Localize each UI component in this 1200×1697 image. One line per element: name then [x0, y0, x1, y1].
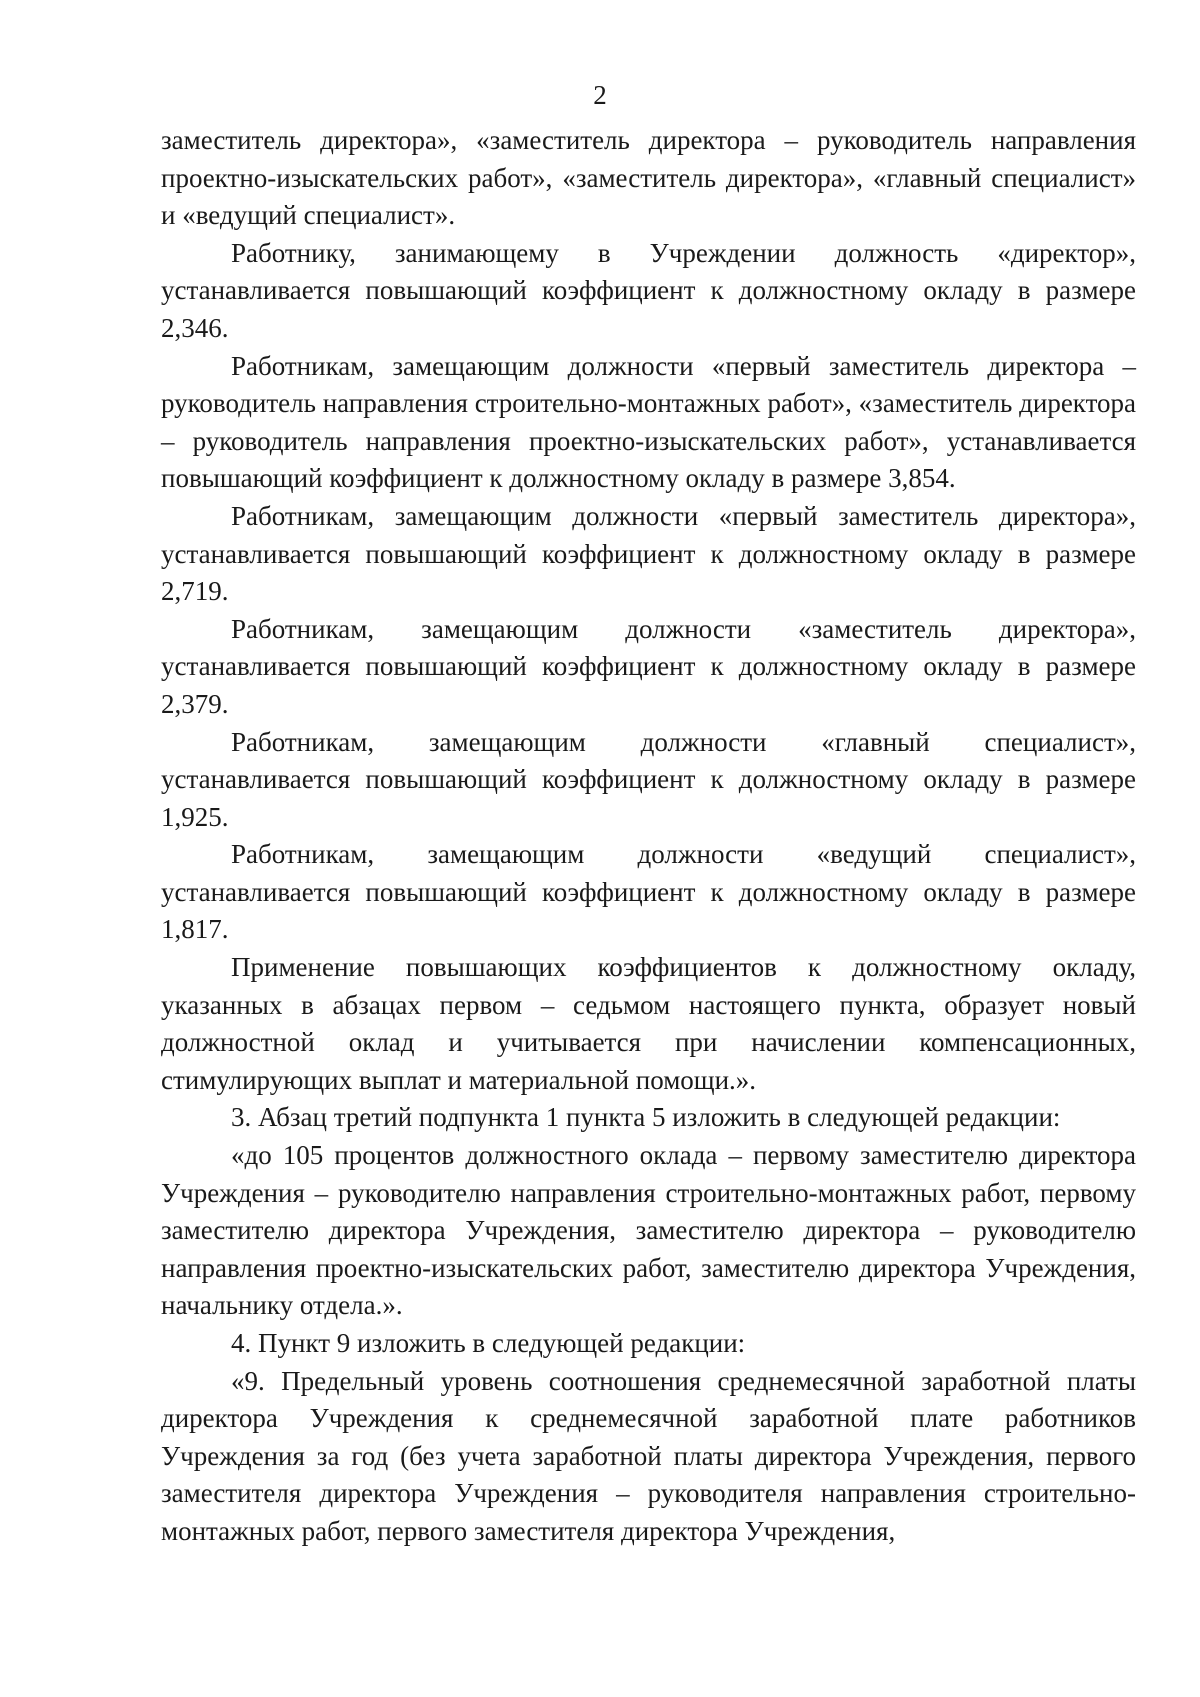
paragraph-item-3-text: «до 105 процентов должностного оклада – первому заместителю директора Учреждения – руководителю направления строительно-монтажных работ, первому заместителю директора Учреждения, заместителю директора – руководителю направления проектно-изыскательских работ, заместителю директора Учреждения, начальнику отдела.». [161, 1140, 1136, 1321]
paragraph-lead-specialist-coefficient: Работникам, замещающим должности «ведущий специалист», устанавливается повышающий коэффициент к должностному окладу в размере 1,817. [161, 839, 1136, 945]
paragraph-continuation: заместитель директора», «заместитель директора – руководитель направления проектно-изыскательских работ», «заместитель директора», «главный специалист» и «ведущий специалист». [161, 125, 1136, 231]
paragraph-deputy-coefficient: Работникам, замещающим должности «заместитель директора», устанавливается повышающий коэффициент к должностному окладу в размере 2,379. [161, 613, 1136, 719]
paragraph-item-9-text: «9. Предельный уровень соотношения среднемесячной заработной платы директора Учреждения к среднемесячной заработной плате работников Учреждения за год (без учета заработной платы директора Учреждения, первого заместителя директора Учреждения – руководителя направления строительно-монтажных работ, первого заместителя директора Учреждения, [161, 1365, 1136, 1546]
paragraph-chief-specialist-coefficient: Работникам, замещающим должности «главный специалист», устанавливается повышающий коэффициент к должностному окладу в размере 1,925. [161, 726, 1136, 832]
document-body [161, 122, 1136, 1551]
paragraph-coefficient-application: Применение повышающих коэффициентов к должностному окладу, указанных в абзацах первом – седьмом настоящего пункта, образует новый должностной оклад и учитывается при начислении компенсационных, стимулирующих выплат и материальной помощи.». [161, 952, 1136, 1095]
paragraph-first-deputy-coefficient: Работникам, замещающим должности «первый заместитель директора», устанавливается повышающий коэффициент к должностному окладу в размере 2,719. [161, 500, 1136, 607]
paragraph-director-coefficient: Работнику, занимающему в Учреждении должность «директор», устанавливается повышающий коэффициент к должностному окладу в размере 2,346. [161, 237, 1136, 343]
page-number: 2 [593, 80, 607, 110]
paragraph-item-3: 3. Абзац третий подпункта 1 пункта 5 изложить в следующей редакции: [231, 1102, 1061, 1133]
paragraph-first-deputy-head-coefficient: Работникам, замещающим должности «первый заместитель директора – руководитель направления строительно-монтажных работ», «заместитель директора – руководитель направления проектно-изыскательских работ», устанавливается повышающий коэффициент к должностному окладу в размере 3,854. [161, 350, 1136, 494]
paragraph-item-4: 4. Пункт 9 изложить в следующей редакции: [231, 1328, 746, 1358]
